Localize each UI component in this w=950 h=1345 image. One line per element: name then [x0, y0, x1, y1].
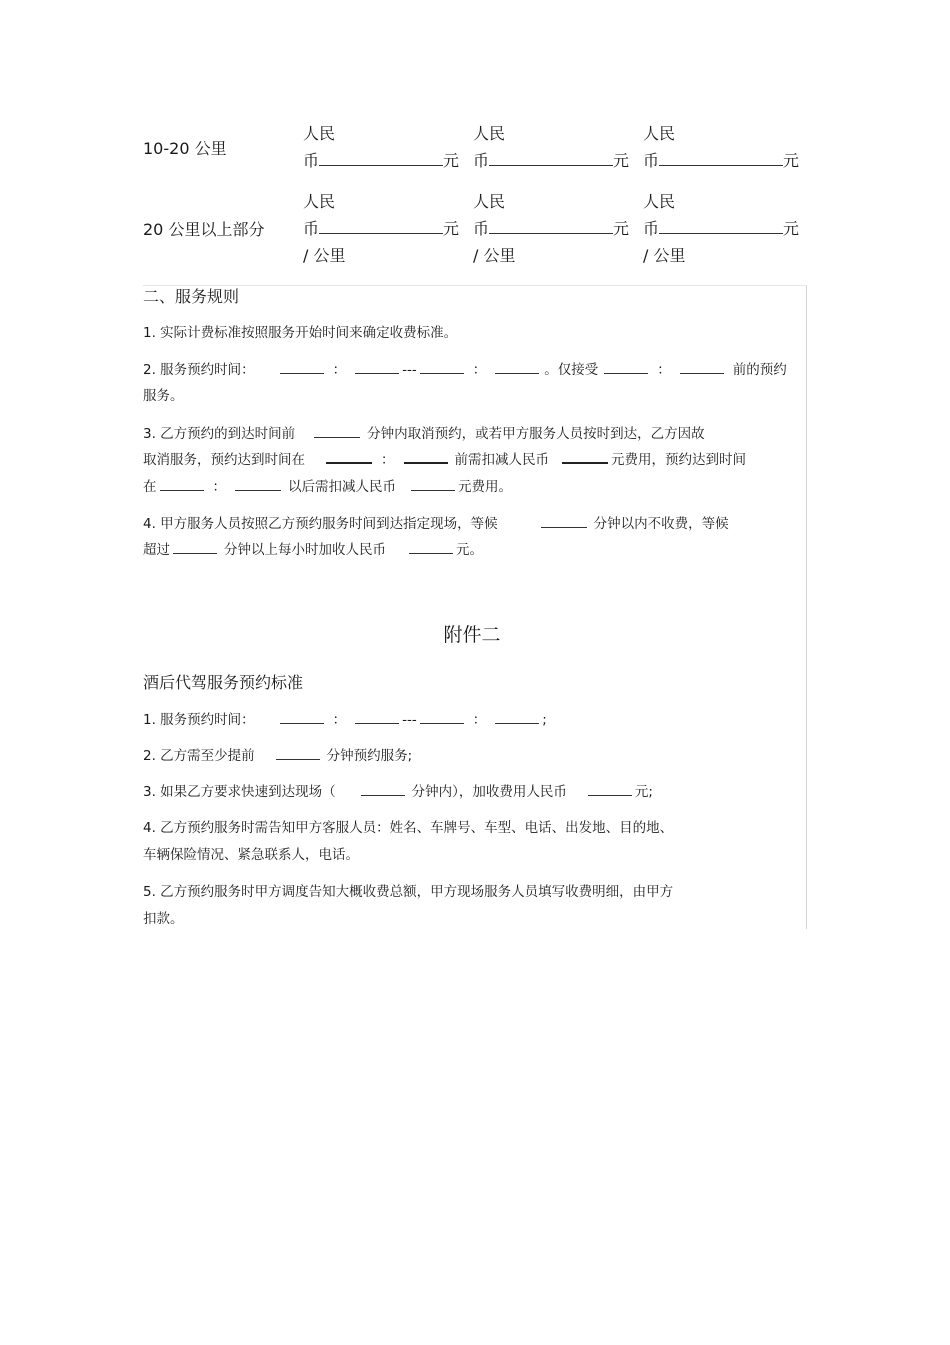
annex-subtitle: 酒后代驾服务预约标准 — [143, 673, 304, 692]
annex-item-5-cont: 扣款。 — [143, 911, 184, 927]
rule-3: 3. 乙方预约的到达时间前 分钟内取消预约，或若甲方服务人员按时到达，乙方因故 — [143, 421, 705, 447]
row-label-20-plus: 20 公里以上部分 — [143, 220, 265, 239]
annex-item-3: 3. 如果乙方要求快速到达现场（ 分钟内），加收费用人民币 元; — [143, 779, 653, 805]
blank-field[interactable] — [659, 151, 783, 166]
annex-item-1: 1. 服务预约时间： ： --- ： ; — [143, 707, 547, 733]
rule-2: 2. 服务预约时间： ： --- ： 。仅接受 ： 前的预约 — [143, 357, 787, 383]
price-cell: 人民 币 元 / 公里 — [643, 192, 800, 265]
annex-item-4: 4. 乙方预约服务时需告知甲方客服人员：姓名、车牌号、车型、电话、出发地、目的地、 — [143, 820, 674, 836]
annex-title: 附件二 — [443, 624, 501, 646]
service-rules-heading: 二、服务规则 — [143, 287, 240, 306]
blank-field[interactable] — [489, 151, 613, 166]
price-cell: 人民 币 元 / 公里 — [303, 192, 460, 265]
price-cell: 人民 币 元 — [303, 124, 460, 170]
rule-4: 4. 甲方服务人员按照乙方预约服务时间到达指定现场，等候 分钟以内不收费，等候 — [143, 511, 729, 537]
blank-field[interactable] — [659, 219, 783, 234]
annex-item-5: 5. 乙方预约服务时甲方调度告知大概收费总额，甲方现场服务人员填写收费明细，由甲方 — [143, 884, 674, 900]
price-cell: 人民 币 元 — [473, 124, 630, 170]
rule-3-line3: 在 ： 以后需扣减人民币 元费用。 — [143, 474, 512, 500]
rule-1: 1. 实际计费标准按照服务开始时间来确定收费标准。 — [143, 325, 458, 341]
price-cell: 人民 币 元 — [643, 124, 800, 170]
row-label-10-20: 10-20 公里 — [143, 139, 227, 158]
rule-2-cont: 服务。 — [143, 388, 184, 404]
annex-item-2: 2. 乙方需至少提前 分钟预约服务; — [143, 743, 412, 769]
blank-field[interactable] — [489, 219, 613, 234]
annex-item-4-cont: 车辆保险情况、紧急联系人，电话。 — [143, 847, 359, 863]
price-cell: 人民 币 元 / 公里 — [473, 192, 630, 265]
blank-field[interactable] — [319, 219, 443, 234]
rule-3-line2: 取消服务，预约达到时间在 ： 前需扣减人民币 元费用，预约达到时间 — [143, 447, 746, 473]
blank-field[interactable] — [319, 151, 443, 166]
rule-4-line2: 超过 分钟以上每小时加收人民币 元。 — [143, 537, 483, 563]
